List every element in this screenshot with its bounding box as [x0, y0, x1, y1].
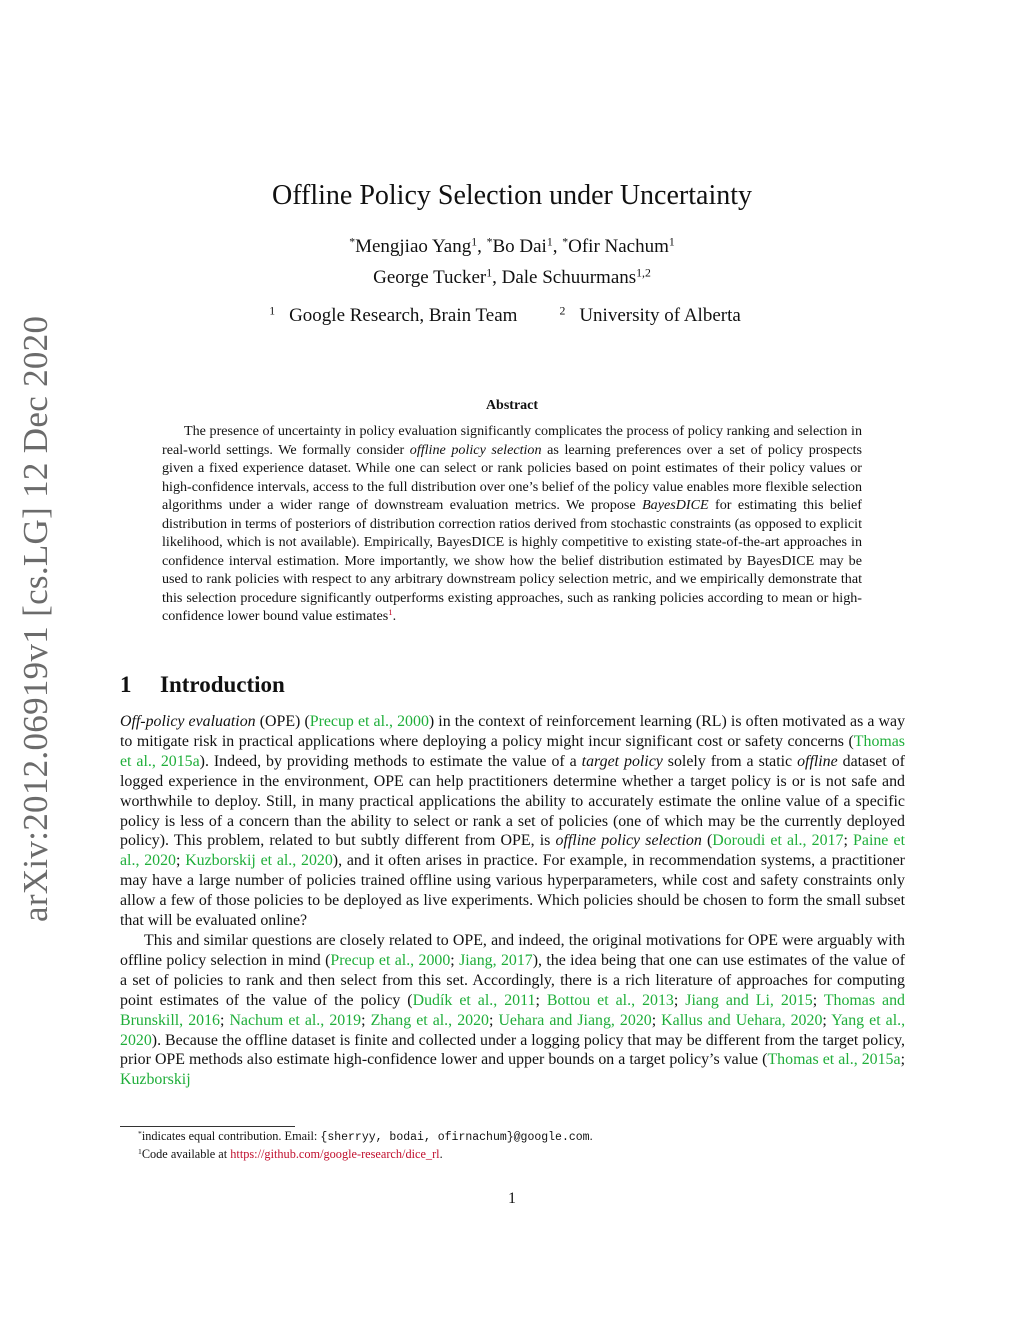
citation-precup[interactable]: Precup et al., 2000 — [330, 951, 451, 969]
abstract-heading: Abstract — [485, 398, 539, 413]
citation-kuzborskij[interactable]: Kuzborskij — [120, 1071, 191, 1089]
footnote-code: $^1$Code available at https://github.com/google-research/dice_rl. — [138, 1146, 443, 1161]
citation-jiang[interactable]: Jiang, 2017 — [459, 951, 533, 969]
paper-title: Offline Policy Selection under Uncertainty — [271, 180, 753, 211]
citation-thomas-brunskill[interactable]: Thomas and Brunskill, 2016 — [120, 991, 905, 1029]
introduction-body — [120, 712, 905, 1090]
paragraph-2: This and similar questions are closely related to OPE, and indeed, the original motivations for OPE were arguably with offline policy selection in mind (Precup et al., 2000; Jiang, 2017), the idea being that one can use estimates of the value of a set of policies to rank and then select from this set. Accordingly, there is a rich literature of approaches for computing point estimates of the value of the policy (Dudík et al., 2011; Bottou et al., 2013; Jiang and Li, 2015; Thomas and Brunskill, 2016; Nachum et al., 2019; Zhang et al., 2020; Uehara and Jiang, 2020; Kallus and Uehara, 2020; Yang et al., 2020). Because the offline dataset is finite and collected under a logging policy that may be different from the target policy, prior OPE methods also estimate high-confidence lower and upper bounds on a target policy’s value (Thomas et al., 2015a; Kuzborskij — [120, 931, 906, 1089]
citation-doroudi[interactable]: Doroudi et al., 2017 — [712, 832, 844, 850]
affiliation-alberta: $^2$ University of Alberta — [559, 304, 741, 326]
citation-thomas[interactable]: Thomas et al., 2015a — [767, 1051, 901, 1069]
paragraph-1: Off-policy evaluation (OPE) (Precup et al., 2000) in the context of reinforcement learning (RL) is often motivated as a way to mitigate risk in practical applications where deploying a policy might incur significant cost or safety concerns (Thomas et al., 2015a). Indeed, by providing methods to estimate the value of a target policy solely from a static offline dataset of logged experience in the environment, OPE can help practitioners determine whether a target policy is or is not safe and worthwhile to deploy. Still, in many practical applications the ability to accurately estimate the online value of a specific policy is less of a concern than the ability to select or rank a set of policies (one of which may be the currently deployed policy). This problem, related to but subtly different from OPE, is offline policy selection (Doroudi et al., 2017; Paine et al., 2020; Kuzborskij et al., 2020), and it often arises in practice. For example, in recommendation systems, a practitioner may have a large number of policies trained offline using various hyperparameters, while cost and safety constraints only allow a few of those policies to be deployed as live experiments. Which policies should be chosen to form the small subset that will be evaluated online? — [120, 713, 906, 930]
page-number: 1 — [508, 1190, 516, 1207]
citation-dudik[interactable]: Dudík et al., 2011 — [412, 991, 536, 1009]
author-name: Bo Dai — [492, 236, 547, 257]
author-name: George Tucker — [373, 267, 487, 288]
footnote-1-ref[interactable]: 1 — [388, 607, 393, 618]
section-heading-introduction: 1 Introduction — [120, 672, 285, 697]
citation-kallus-uehara[interactable]: Kallus and Uehara, 2020 — [661, 1011, 823, 1029]
citation-precup[interactable]: Precup et al., 2000 — [309, 713, 429, 730]
author-name: Dale Schuurmans — [501, 267, 637, 288]
footnote-equal-contribution: *indicates equal contribution. Email: {sherryy, bodai, ofirnachum}@google.com. — [138, 1128, 593, 1144]
author-name: Ofir Nachum — [568, 236, 669, 257]
citation-uehara-jiang[interactable]: Uehara and Jiang, 2020 — [498, 1011, 652, 1029]
affiliations — [0, 305, 1024, 327]
citation-kuzborskij[interactable]: Kuzborskij et al., 2020 — [185, 852, 333, 870]
citation-nachum[interactable]: Nachum et al., 2019 — [229, 1011, 362, 1029]
author-name: Mengjiao Yang — [355, 236, 472, 257]
contact-email: {sherryy, bodai, ofirnachum}@google.com — [320, 1131, 590, 1144]
citation-zhang[interactable]: Zhang et al., 2020 — [370, 1011, 489, 1029]
affiliation-google: $^1$ Google Research, Brain Team — [269, 304, 518, 326]
footnotes — [120, 1128, 905, 1162]
footnote-rule — [120, 1126, 295, 1127]
abstract-body: The presence of uncertainty in policy evaluation significantly complicates the process of policy ranking and selection in real-world settings. We formally consider offline policy selection as learning preferences over a set of policy prospects given a fixed experience dataset. While one can select or rank policies based on point estimates of their policy values or high-confidence intervals, access to the full distribution over one’s belief of the policy value enables more flexible selection algorithms under a wider range of downstream evaluation metrics. We propose BayesDICE for estimating this belief distribution in terms of posteriors of distribution correction ratios derived from stochastic constraints (as opposed to explicit likelihood, which is not available). Empirically, BayesDICE is highly competitive to existing state-of-the-art approaches in confidence interval estimation. More importantly, we show how the belief distribution estimated by BayesDICE may be used to rank policies with respect to any arbitrary downstream policy selection metric, and we empirically demonstrate that this selection procedure significantly outperforms existing approaches, such as ranking policies according to mean or high-confidence lower bound value estimates$^1$. — [162, 423, 862, 624]
citation-jiang-li[interactable]: Jiang and Li, 2015 — [685, 991, 813, 1009]
citation-paine[interactable]: Paine et al., 2020 — [120, 832, 905, 870]
author-line-1: *Mengjiao Yang$^1$, *Bo Dai$^1$, *Ofir Nachum$^1$ — [349, 235, 675, 257]
citation-yang[interactable]: Yang et al., 2020 — [120, 1011, 906, 1049]
citation-thomas[interactable]: Thomas et al., 2015a — [120, 732, 905, 770]
code-repository-link[interactable]: https://github.com/google-research/dice_rl — [230, 1147, 440, 1161]
author-line-2: George Tucker$^1$, Dale Schuurmans$^{1,2}$ — [373, 266, 651, 288]
arxiv-identifier-stamp: arXiv:2012.06919v1 [cs.LG] 12 Dec 2020 — [16, 315, 55, 922]
citation-bottou[interactable]: Bottou et al., 2013 — [546, 991, 674, 1009]
